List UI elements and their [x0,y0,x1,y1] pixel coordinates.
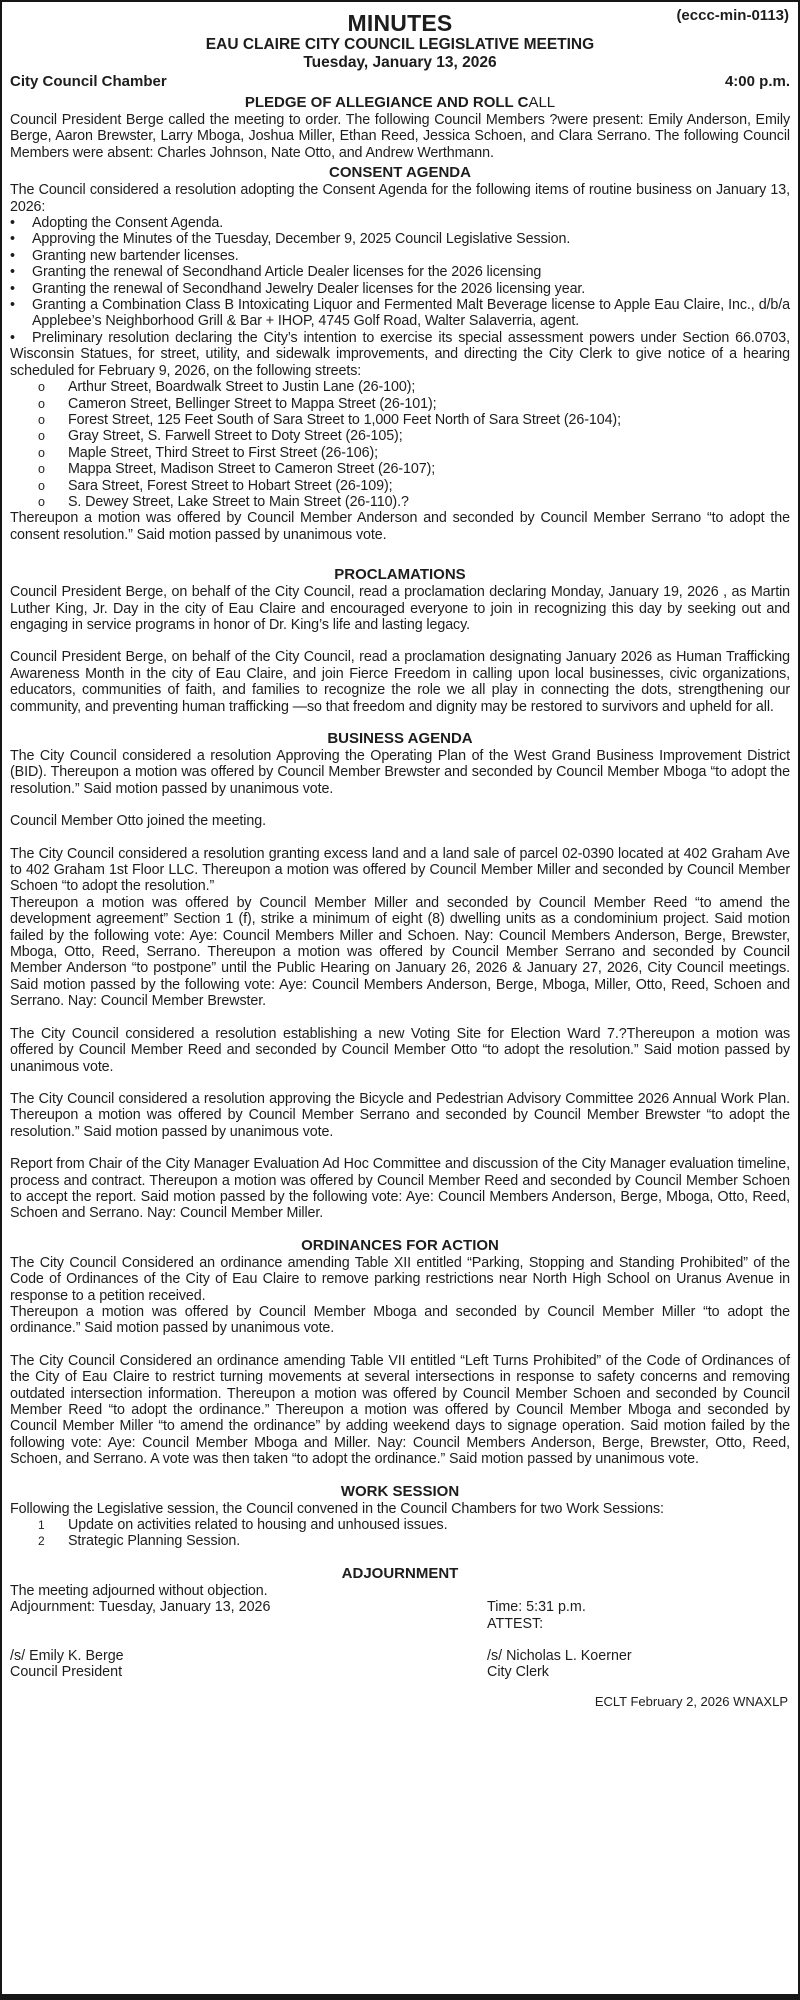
business-voting-site: The City Council considered a resolution establishing a new Voting Site for Election Ward 7.?Thereupon a motion was offered by Council Member Reed and seconded by Council Member Otto “to adopt the resolution.” Said motion passed by unanimous vote. [10,1025,790,1075]
meeting-start-time: 4:00 p.m. [724,73,790,90]
street-list-item [10,461,790,477]
adjournment-details [10,1599,790,1632]
sub-bullet-icon: o [38,462,45,477]
business-land-sale: The City Council considered a resolution granting excess land and a land sale of parcel 02-0390 located at 402 Graham Ave to 402 Graham 1st Floor LLC. Thereupon a motion was offered by Council Member Miller and seconded by Council Member Schoen “to adopt the resolution.” [10,845,790,895]
street-list-item [10,379,790,395]
ordinance-parking-motion: Thereupon a motion was offered by Council Member Mboga and seconded by Council Member Miller “to adopt the ordinance.” Said motion passed by unanimous vote. [10,1303,790,1337]
business-bike-ped-plan: The City Council considered a resolution approving the Bicycle and Pedestrian Advisory Committee 2026 Annual Work Plan. Thereupon a motion was offered by Council Member Serrano and seconded by Council Member Brewster “to adopt the resolution.” Said motion passed by unanimous vote. [10,1090,790,1140]
street-list-item [10,396,790,412]
signature-title-right: City Clerk [487,1664,549,1681]
business-bid-resolution: The City Council considered a resolution Approving the Operating Plan of the West Grand Business Improvement District (BID). Thereupon a motion was offered by Council Member Brewster and seconded by Council Member Mboga “to adopt the resolution.” Said motion passed by unanimous vote. [10,748,790,797]
street-text: Arthur Street, Boardwalk Street to Justin Lane (26-100); [68,379,416,396]
meeting-date: Tuesday, January 13, 2026 [303,54,497,71]
document-code: (eccc-min-0113) [676,7,789,24]
adjournment-date: Adjournment: Tuesday, January 13, 2026 [10,1599,271,1616]
proclamation-trafficking: Council President Berge, on behalf of the City Council, read a proclamation designating January 2026 as Human Trafficking Awareness Month in the city of Eau Claire, and join Fierce Freedom in calling upon local businesses, civic organizations, educators, communities of faith, and families to recognize the role we all play in connecting the dots, strengthening our community, and preventing human trafficking —so that freedom and dignity may be restored to survivors and upheld for all. [10,649,790,715]
pledge-heading-bold: PLEDGE OF ALLEGIANCE AND ROLL C [244,94,529,111]
street-list-item [10,478,790,494]
adjournment-time: Time: 5:31 p.m. [487,1599,586,1616]
sub-bullet-icon: o [38,396,45,411]
attest-label: ATTEST: [487,1615,544,1632]
bullet-icon: • [10,264,15,281]
consent-item [10,231,790,247]
list-number: 1 [38,1518,45,1533]
sub-bullet-icon: o [38,478,45,493]
business-manager-evaluation: Report from Chair of the City Manager Evaluation Ad Hoc Committee and discussion of the City Manager evaluation timeline, process and contract. Thereupon a motion was offered by Council Member Reed and seconded by Council Member Schoen to accept the report. Said motion passed by the following vote: Aye: Council Members Anderson, Berge, Mboga, Otto, Reed, Schoen and Serrano. Nay: Council Member Miller. [10,1156,790,1222]
business-otto-joined: Council Member Otto joined the meeting. [10,813,266,830]
section-heading-ordinances: ORDINANCES FOR ACTION [301,1236,499,1254]
street-text: S. Dewey Street, Lake Street to Main Street (26-110).? [68,493,409,510]
page-title: MINUTES [347,10,453,36]
meeting-location: City Council Chamber [10,73,167,90]
street-text: Cameron Street, Bellinger Street to Mappa Street (26-101); [68,395,437,412]
street-list-item [10,494,790,510]
consent-item [10,215,790,231]
section-heading-business: BUSINESS AGENDA [327,730,473,747]
work-session-item [10,1533,790,1549]
spacer [10,1632,790,1648]
consent-item [10,264,790,280]
street-list-item [10,428,790,444]
sub-bullet-icon: o [38,412,45,427]
bullet-icon: • [10,231,15,248]
consent-intro: The Council considered a resolution adopting the Consent Agenda for the following items of routine business on January 13, 2026: [10,182,790,215]
consent-item [10,248,790,264]
consent-item-text: Granting new bartender licenses. [32,247,239,264]
consent-item-text: Granting a Combination Class B Intoxicating Liquor and Fermented Malt Beverage license to Apple Eau Claire, Inc., d/b/a Applebee’s Neighborhood Grill & Bar + IHOP, 4745 Golf Road, Walter Salaverria, agent. [32,297,790,330]
section-heading-pledge [10,94,790,111]
pledge-heading-regular: ALL [528,94,556,111]
work-session-item-text: Strategic Planning Session. [68,1533,241,1550]
street-text: Forest Street, 125 Feet South of Sara Street to 1,000 Feet North of Sara Street (26-104); [68,411,621,428]
street-list-item [10,445,790,461]
street-text: Gray Street, S. Farwell Street to Doty Street (26-105); [68,428,403,445]
section-heading-adjournment: ADJOURNMENT [341,1564,459,1582]
location-time-row [10,72,790,91]
section-heading-consent: CONSENT AGENDA [329,164,471,182]
street-text: Sara Street, Forest Street to Hobart Street (26-109); [68,477,393,494]
consent-item-text: Approving the Minutes of the Tuesday, December 9, 2025 Council Legislative Session. [32,231,571,248]
consent-item-preliminary [10,330,790,379]
work-session-intro: Following the Legislative session, the Council convened in the Council Chambers for two Work Sessions: [10,1500,664,1517]
business-land-sale-motions: Thereupon a motion was offered by Council Member Miller and seconded by Council Member Reed “to amend the development agreement” Section 1 (f), strike a minimum of eight (8) dwelling units as a condominium project. Said motion failed by the following vote: Aye: Council Members Miller and Schoen. Nay: Council Members Anderson, Berge, Brewster, Mboga, Otto, Reed, Serrano. Thereupon a motion was offered by Council Member Serrano and seconded by Council Member Anderson “to postpone” until the Public Hearing on January 26, 2026 & January 27, 2026, City Council meetings. Said motion passed by the following vote: Aye: Council Members Anderson, Berge, Mboga, Miller, Otto, Reed, Schoen and Serrano. Nay: Council Member Brewster. [10,894,790,1010]
consent-item [10,281,790,297]
sub-bullet-icon: o [38,380,45,395]
consent-item [10,297,790,330]
list-number: 2 [38,1534,45,1549]
pledge-paragraph: Council President Berge called the meeting to order. The following Council Members ?were present: Emily Anderson, Emily Berge, Aaron Brewster, Larry Mboga, Joshua Miller, Ethan Reed, Jessica Schoen, and Clara Serrano. The following Council Members were absent: Charles Johnson, Nate Otto, and Andrew Werthmann. [10,112,790,161]
section-heading-work-session: WORK SESSION [340,1482,460,1500]
sub-bullet-icon: o [38,494,45,509]
ordinance-left-turns: The City Council Considered an ordinance amending Table VII entitled “Left Turns Prohibited” of the Code of Ordinances of the City of Eau Claire to restrict turning movements at several intersections in response to safety concerns and removing outdated intersection information. Thereupon a motion was offered by Council Member Schoen and seconded by Council Member Reed “to adopt the ordinance.” Thereupon a motion was offered by Council Member Mboga and seconded by Council Member Miller “to amend the ordinance” by adding weekend days to signage operation. Said motion failed by the following vote: Aye: Council Member Mboga and Miller. Nay: Council Members Anderson, Berge, Brewster, Otto, Reed, Schoen, and Serrano. A vote was then taken “to adopt the ordinance.” Said motion passed by unanimous vote. [10,1352,790,1468]
signature-council-president: /s/ Emily K. Berge [10,1648,124,1665]
consent-item-text: Preliminary resolution declaring the City’s intention to exercise its special assessment powers under Section 66.0703, Wisconsin Statues, for street, utility, and sidewalk improvements, and directing the City Clerk to give notice of a hearing scheduled for February 9, 2026, on the following streets: [10,329,790,379]
signature-city-clerk: /s/ Nicholas L. Koerner [487,1648,632,1665]
sub-bullet-icon: o [38,429,45,444]
empty-cell [10,1616,487,1632]
street-list-item [10,412,790,428]
signature-title-left: Council President [10,1664,123,1681]
bullet-icon: • [10,280,15,297]
adjournment-statement: The meeting adjourned without objection. [10,1582,268,1599]
section-heading-proclamations: PROCLAMATIONS [334,566,466,584]
proclamation-mlk: Council President Berge, on behalf of the City Council, read a proclamation declaring Monday, January 19, 2026 , as Martin Luther King, Jr. Day in the city of Eau Claire and encouraged everyone to join in recognizing this day by seeking out and engaging in service programs in honor of Dr. King’s life and lasting legacy. [10,584,790,633]
work-session-item-text: Update on activities related to housing and unhoused issues. [68,1517,448,1534]
bullet-icon: • [10,297,15,314]
meeting-title: EAU CLAIRE CITY COUNCIL LEGISLATIVE MEETING [205,36,595,53]
street-text: Maple Street, Third Street to First Street (26-106); [68,444,378,461]
consent-item-text: Granting the renewal of Secondhand Article Dealer licenses for the 2026 licensing [32,264,542,281]
consent-motion: Thereupon a motion was offered by Council Member Anderson and seconded by Council Member Serrano “to adopt the consent resolution.” Said motion passed by unanimous vote. [10,510,790,543]
consent-item-text: Granting the renewal of Secondhand Jewelry Dealer licenses for the 2026 licensing year. [32,280,586,297]
bullet-icon: • [10,215,15,232]
signature-block [10,1648,790,1681]
ordinance-parking: The City Council Considered an ordinance amending Table XII entitled “Parking, Stopping and Standing Prohibited” of the Code of Ordinances of the City of Eau Claire to remove parking restrictions near North High School on Uranus Avenue in response to a petition received. [10,1254,790,1304]
publication-line: ECLT February 2, 2026 WNAXLP [594,1693,788,1709]
work-session-item [10,1517,790,1533]
street-text: Mappa Street, Madison Street to Cameron Street (26-107); [68,461,436,478]
consent-item-text: Adopting the Consent Agenda. [32,215,224,232]
sub-bullet-icon: o [38,445,45,460]
bullet-icon: • [10,247,15,264]
bullet-icon: • [10,329,15,346]
